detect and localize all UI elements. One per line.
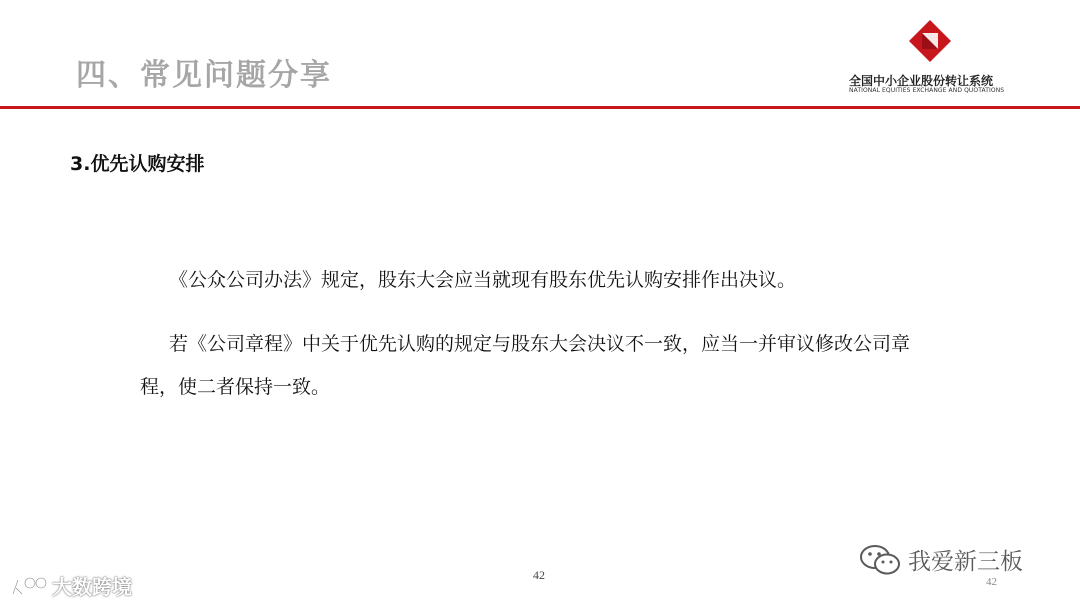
wechat-icon — [858, 544, 902, 576]
watermark-right — [858, 543, 1023, 576]
body-paragraph: 若《公司章程》中关于优先认购的规定与股东大会决议不一致，应当一并审议修改公司章程，使二者保持一致。 — [140, 333, 911, 398]
watermark-left-text: 大数跨境 — [52, 575, 132, 599]
logo-name-cn: 全国中小企业股份转让系统 — [849, 74, 994, 88]
body-paragraph: 《公众公司办法》规定，股东大会应当就现有股东优先认购安排作出决议。 — [169, 269, 797, 291]
slide-title: 四、常见问题分享 — [76, 58, 332, 93]
page-number-corner: 42 — [986, 576, 997, 588]
page-number: 42 — [533, 568, 545, 582]
dashuju-logo-icon — [10, 574, 48, 598]
logo-name-en: NATIONAL EQUITIES EXCHANGE AND QUOTATIONS — [849, 87, 1005, 94]
watermark-left — [10, 571, 132, 600]
section-heading: 3.优先认购安排 — [70, 153, 205, 175]
neeq-logo-icon — [909, 20, 951, 62]
watermark-right-text: 我爱新三板 — [908, 549, 1023, 575]
header-divider — [0, 106, 1080, 109]
